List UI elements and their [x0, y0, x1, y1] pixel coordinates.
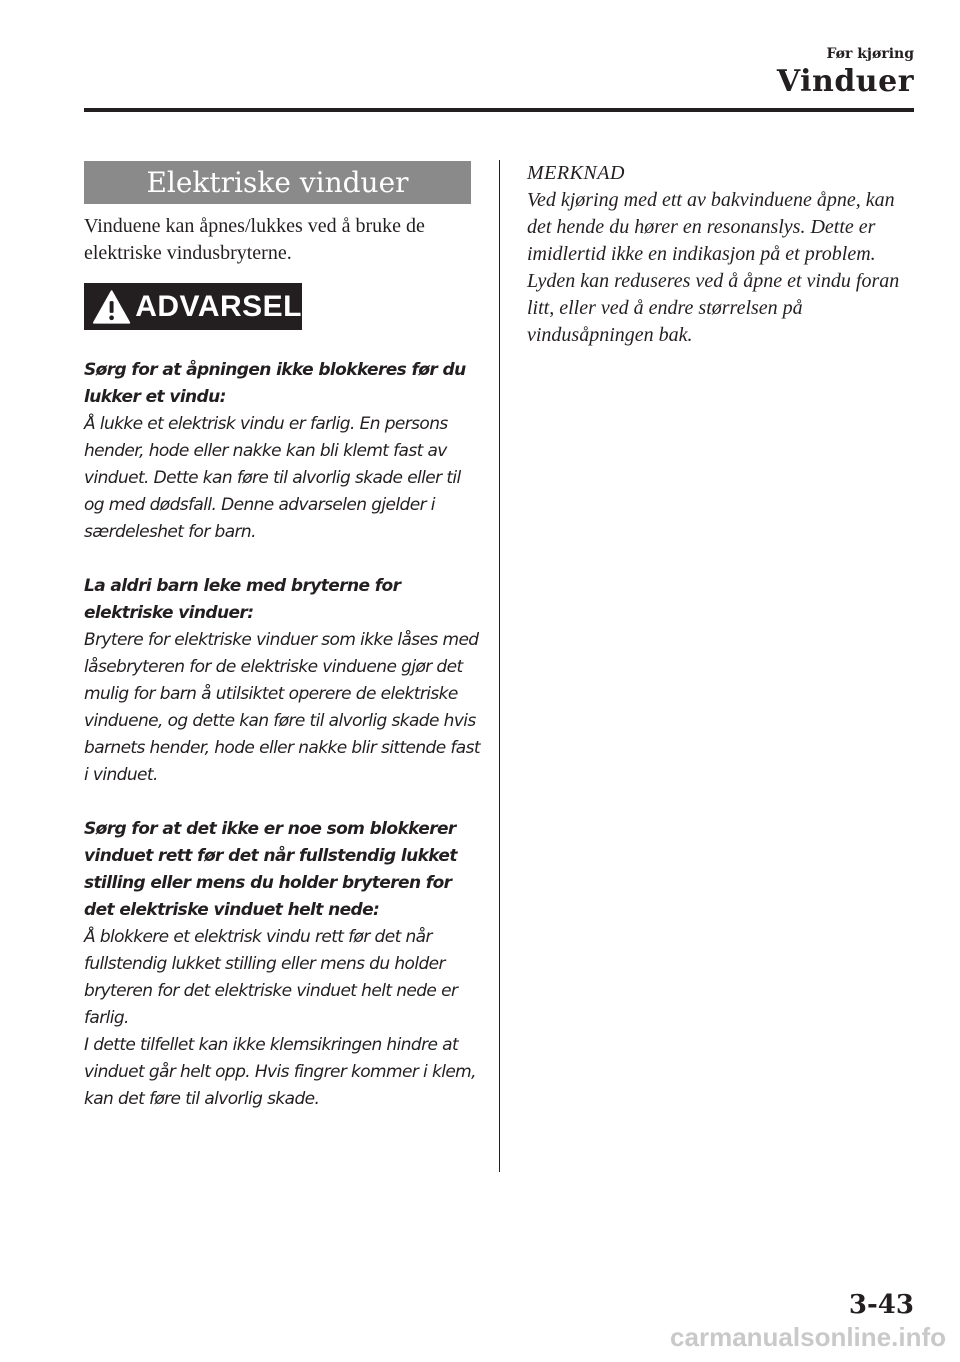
note-box — [527, 160, 922, 349]
warning-block — [84, 357, 484, 546]
page-title: Vinduer — [776, 64, 914, 99]
chapter-label: Før kjøring — [826, 46, 914, 62]
header-rule — [84, 108, 914, 112]
section-title: Elektriske vinduer — [84, 161, 471, 204]
warning-triangle-icon — [92, 289, 131, 325]
warning-body — [84, 357, 484, 1140]
column-divider — [499, 160, 500, 1172]
warning-block — [84, 816, 484, 1113]
warning-heading: Sørg for at åpningen ikke blokkeres før du lukker et vindu: — [84, 360, 466, 407]
warning-block — [84, 573, 484, 789]
warning-label — [84, 283, 302, 330]
warning-heading: Sørg for at det ikke er noe som blokkerer vinduet rett før det når fullstendig lukket stilling eller mens du holder bryteren for det elektriske vinduet helt nede: — [84, 819, 457, 920]
warning-label-text: ADVARSEL — [135, 289, 302, 323]
note-heading: MERKNAD — [527, 162, 625, 184]
warning-heading: La aldri barn leke med bryterne for elektriske vinduer: — [84, 576, 401, 623]
warning-text: Brytere for elektriske vinduer som ikke låses med låsebryteren for de elektriske vinduene gjør det mulig for barn å utilsiktet operere de elektriske vinduene, og dette kan føre til alvorlig skade hvis barnets hender, hode eller nakke blir sittende fast i vinduet. — [84, 630, 480, 785]
warning-text: I dette tilfellet kan ikke klemsikringen hindre at vinduet går helt opp. Hvis fingrer kommer i klem, kan det føre til alvorlig skade. — [84, 1035, 476, 1109]
warning-text: Å lukke et elektrisk vindu er farlig. En persons hender, hode eller nakke kan bli klemt fast av vinduet. Dette kan føre til alvorlig skade eller til og med dødsfall. Denne advarselen gjelder i særdeleshet for barn. — [84, 414, 461, 542]
page-number: 3-43 — [848, 1290, 914, 1320]
watermark: carmanualsonline.info — [670, 1322, 946, 1352]
note-text: Ved kjøring med ett av bakvinduene åpne, kan det hende du hører en resonanslys. Dette er imidlertid ikke en indikasjon på et problem. Lyden kan reduseres ved å åpne et vindu foran litt, eller ved å endre størrelsen på vindusåpningen bak. — [527, 189, 900, 346]
warning-text: Å blokkere et elektrisk vindu rett før det når fullstendig lukket stilling eller mens du holder bryteren for det elektriske vinduet helt nede er farlig. — [84, 927, 458, 1028]
section-intro: Vinduene kan åpnes/lukkes ved å bruke de elektriske vindusbryterne. — [84, 215, 425, 264]
